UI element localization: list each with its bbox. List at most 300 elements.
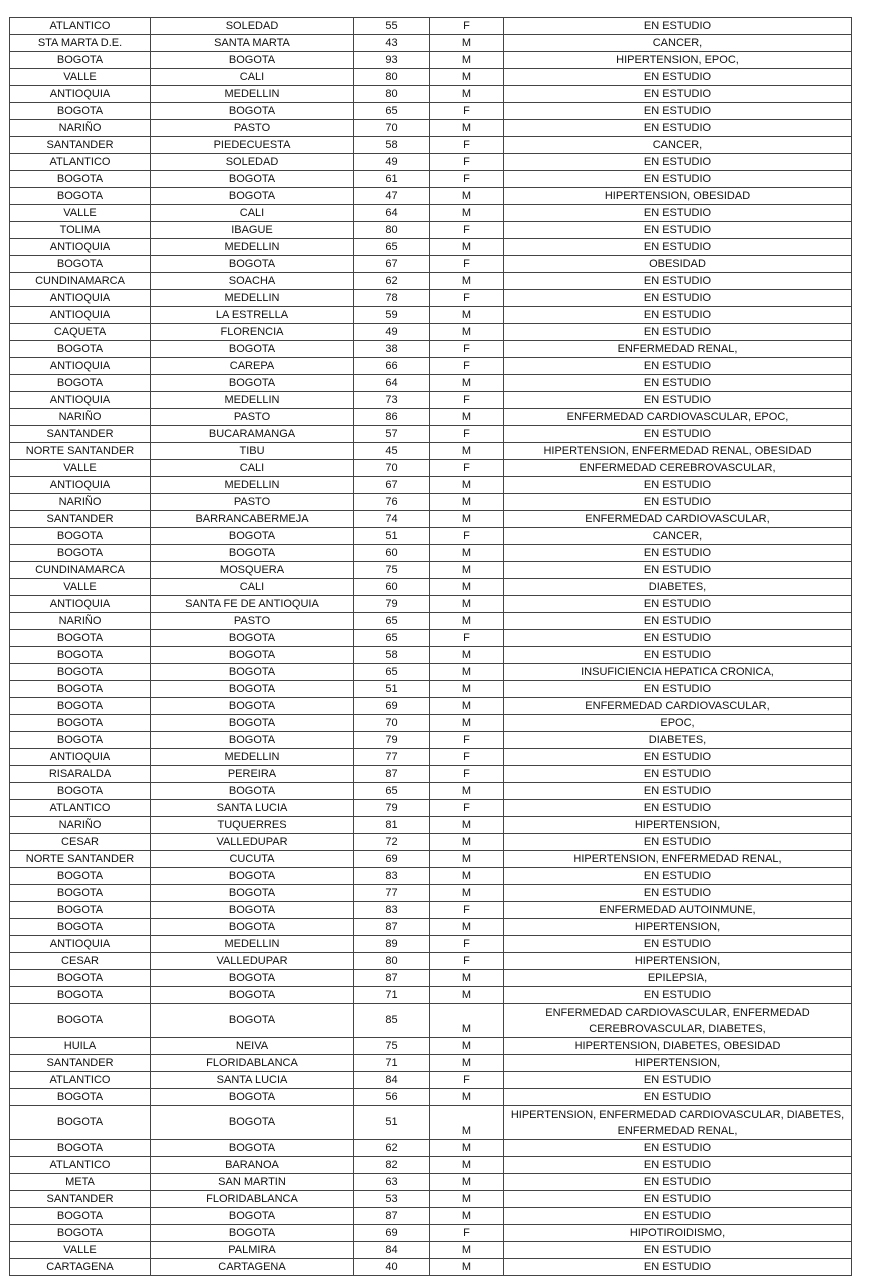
age-cell: 71 xyxy=(354,987,430,1004)
table-row xyxy=(10,205,852,222)
table-row xyxy=(10,987,852,1004)
condition-cell: ENFERMEDAD AUTOINMUNE, xyxy=(504,902,852,919)
sex-cell: F xyxy=(430,800,504,817)
age-cell: 63 xyxy=(354,1174,430,1191)
age-cell: 38 xyxy=(354,341,430,358)
condition-cell: EN ESTUDIO xyxy=(504,103,852,120)
department-cell: ANTIOQUIA xyxy=(10,596,151,613)
sex-cell: F xyxy=(430,222,504,239)
sex-cell: F xyxy=(430,749,504,766)
age-cell: 64 xyxy=(354,375,430,392)
condition-cell: EN ESTUDIO xyxy=(504,426,852,443)
table-row xyxy=(10,358,852,375)
age-cell: 67 xyxy=(354,256,430,273)
condition-cell: HIPERTENSION, xyxy=(504,953,852,970)
sex-cell: M xyxy=(430,1259,504,1276)
table-row xyxy=(10,307,852,324)
age-cell: 67 xyxy=(354,477,430,494)
department-cell: ANTIOQUIA xyxy=(10,749,151,766)
department-cell: BOGOTA xyxy=(10,1106,151,1140)
age-cell: 40 xyxy=(354,1259,430,1276)
city-cell: IBAGUE xyxy=(151,222,354,239)
department-cell: BOGOTA xyxy=(10,783,151,800)
department-cell: BOGOTA xyxy=(10,103,151,120)
condition-cell: HIPERTENSION, ENFERMEDAD RENAL, xyxy=(504,851,852,868)
table-row xyxy=(10,120,852,137)
condition-cell: EN ESTUDIO xyxy=(504,936,852,953)
cases-table xyxy=(9,17,852,1276)
table-row xyxy=(10,715,852,732)
department-cell: ANTIOQUIA xyxy=(10,936,151,953)
age-cell: 51 xyxy=(354,681,430,698)
department-cell: BOGOTA xyxy=(10,1004,151,1038)
city-cell: BOGOTA xyxy=(151,664,354,681)
condition-cell: EN ESTUDIO xyxy=(504,1259,852,1276)
condition-cell: EN ESTUDIO xyxy=(504,120,852,137)
table-row xyxy=(10,545,852,562)
city-cell: NEIVA xyxy=(151,1038,354,1055)
age-cell: 65 xyxy=(354,783,430,800)
condition-cell: EN ESTUDIO xyxy=(504,1140,852,1157)
city-cell: SOACHA xyxy=(151,273,354,290)
sex-cell: F xyxy=(430,103,504,120)
department-cell: BOGOTA xyxy=(10,868,151,885)
sex-cell: M xyxy=(430,1089,504,1106)
department-cell: CARTAGENA xyxy=(10,1259,151,1276)
condition-cell: CANCER, xyxy=(504,528,852,545)
city-cell: PASTO xyxy=(151,120,354,137)
condition-cell: CANCER, xyxy=(504,137,852,154)
table-row xyxy=(10,409,852,426)
sex-cell: F xyxy=(430,290,504,307)
sex-cell: M xyxy=(430,477,504,494)
condition-cell: EN ESTUDIO xyxy=(504,783,852,800)
department-cell: VALLE xyxy=(10,460,151,477)
city-cell: MEDELLIN xyxy=(151,290,354,307)
condition-cell: EN ESTUDIO xyxy=(504,749,852,766)
department-cell: CAQUETA xyxy=(10,324,151,341)
condition-cell: EN ESTUDIO xyxy=(504,154,852,171)
table-row xyxy=(10,579,852,596)
table-row xyxy=(10,1072,852,1089)
city-cell: SANTA LUCIA xyxy=(151,1072,354,1089)
department-cell: ATLANTICO xyxy=(10,18,151,35)
table-row xyxy=(10,732,852,749)
age-cell: 64 xyxy=(354,205,430,222)
table-row xyxy=(10,239,852,256)
table-row xyxy=(10,783,852,800)
condition-cell: EN ESTUDIO xyxy=(504,1089,852,1106)
department-cell: BOGOTA xyxy=(10,902,151,919)
condition-cell: EN ESTUDIO xyxy=(504,1072,852,1089)
condition-cell: INSUFICIENCIA HEPATICA CRONICA, xyxy=(504,664,852,681)
sex-cell: M xyxy=(430,120,504,137)
city-cell: TIBU xyxy=(151,443,354,460)
department-cell: ANTIOQUIA xyxy=(10,86,151,103)
sex-cell: M xyxy=(430,52,504,69)
city-cell: CALI xyxy=(151,579,354,596)
condition-cell: HIPERTENSION, ENFERMEDAD RENAL, OBESIDAD xyxy=(504,443,852,460)
table-row xyxy=(10,290,852,307)
age-cell: 79 xyxy=(354,596,430,613)
condition-cell: ENFERMEDAD RENAL, xyxy=(504,341,852,358)
age-cell: 65 xyxy=(354,103,430,120)
city-cell: BOGOTA xyxy=(151,885,354,902)
sex-cell: M xyxy=(430,86,504,103)
sex-cell: F xyxy=(430,1225,504,1242)
city-cell: BOGOTA xyxy=(151,783,354,800)
city-cell: BOGOTA xyxy=(151,341,354,358)
age-cell: 61 xyxy=(354,171,430,188)
condition-cell: EN ESTUDIO xyxy=(504,477,852,494)
sex-cell: F xyxy=(430,341,504,358)
department-cell: SANTANDER xyxy=(10,1055,151,1072)
department-cell: CUNDINAMARCA xyxy=(10,273,151,290)
department-cell: BOGOTA xyxy=(10,375,151,392)
age-cell: 66 xyxy=(354,358,430,375)
table-row xyxy=(10,1089,852,1106)
sex-cell: M xyxy=(430,596,504,613)
department-cell: VALLE xyxy=(10,205,151,222)
age-cell: 58 xyxy=(354,647,430,664)
table-row xyxy=(10,392,852,409)
table-row xyxy=(10,35,852,52)
table-row xyxy=(10,52,852,69)
department-cell: NARIÑO xyxy=(10,494,151,511)
condition-cell: ENFERMEDAD CARDIOVASCULAR, ENFERMEDAD CEREBROVASCULAR, DIABETES, xyxy=(504,1004,852,1038)
table-row xyxy=(10,1004,852,1038)
condition-cell: HIPERTENSION, EPOC, xyxy=(504,52,852,69)
city-cell: MOSQUERA xyxy=(151,562,354,579)
department-cell: VALLE xyxy=(10,69,151,86)
age-cell: 65 xyxy=(354,613,430,630)
age-cell: 87 xyxy=(354,1208,430,1225)
age-cell: 65 xyxy=(354,664,430,681)
city-cell: BOGOTA xyxy=(151,970,354,987)
city-cell: BOGOTA xyxy=(151,52,354,69)
city-cell: FLORIDABLANCA xyxy=(151,1191,354,1208)
table-row xyxy=(10,902,852,919)
department-cell: STA MARTA D.E. xyxy=(10,35,151,52)
sex-cell: F xyxy=(430,528,504,545)
sex-cell: M xyxy=(430,239,504,256)
condition-cell: EN ESTUDIO xyxy=(504,1242,852,1259)
age-cell: 87 xyxy=(354,970,430,987)
condition-cell: EN ESTUDIO xyxy=(504,1191,852,1208)
age-cell: 49 xyxy=(354,154,430,171)
condition-cell: HIPERTENSION, xyxy=(504,817,852,834)
department-cell: BOGOTA xyxy=(10,171,151,188)
table-row xyxy=(10,1106,852,1140)
sex-cell: M xyxy=(430,1242,504,1259)
age-cell: 83 xyxy=(354,868,430,885)
condition-cell: EN ESTUDIO xyxy=(504,222,852,239)
table-row xyxy=(10,18,852,35)
sex-cell: M xyxy=(430,919,504,936)
department-cell: BOGOTA xyxy=(10,630,151,647)
city-cell: MEDELLIN xyxy=(151,936,354,953)
sex-cell: M xyxy=(430,868,504,885)
city-cell: FLORIDABLANCA xyxy=(151,1055,354,1072)
sex-cell: M xyxy=(430,715,504,732)
city-cell: PEREIRA xyxy=(151,766,354,783)
condition-cell: EN ESTUDIO xyxy=(504,868,852,885)
condition-cell: EN ESTUDIO xyxy=(504,545,852,562)
age-cell: 70 xyxy=(354,460,430,477)
table-row xyxy=(10,681,852,698)
city-cell: SOLEDAD xyxy=(151,154,354,171)
department-cell: SANTANDER xyxy=(10,137,151,154)
department-cell: BOGOTA xyxy=(10,715,151,732)
age-cell: 51 xyxy=(354,1106,430,1140)
department-cell: BOGOTA xyxy=(10,681,151,698)
city-cell: PASTO xyxy=(151,409,354,426)
city-cell: SAN MARTIN xyxy=(151,1174,354,1191)
city-cell: BOGOTA xyxy=(151,1004,354,1038)
table-row xyxy=(10,800,852,817)
sex-cell: M xyxy=(430,545,504,562)
city-cell: BARRANCABERMEJA xyxy=(151,511,354,528)
table-row xyxy=(10,137,852,154)
age-cell: 62 xyxy=(354,273,430,290)
condition-cell: EN ESTUDIO xyxy=(504,647,852,664)
sex-cell: F xyxy=(430,1072,504,1089)
department-cell: BOGOTA xyxy=(10,1225,151,1242)
age-cell: 51 xyxy=(354,528,430,545)
age-cell: 80 xyxy=(354,953,430,970)
table-row xyxy=(10,885,852,902)
table-row xyxy=(10,630,852,647)
city-cell: MEDELLIN xyxy=(151,392,354,409)
department-cell: ANTIOQUIA xyxy=(10,392,151,409)
city-cell: BOGOTA xyxy=(151,375,354,392)
sex-cell: M xyxy=(430,1157,504,1174)
age-cell: 79 xyxy=(354,800,430,817)
sex-cell: F xyxy=(430,137,504,154)
sex-cell: F xyxy=(430,732,504,749)
department-cell: ANTIOQUIA xyxy=(10,239,151,256)
table-row xyxy=(10,188,852,205)
department-cell: BOGOTA xyxy=(10,732,151,749)
city-cell: BOGOTA xyxy=(151,698,354,715)
age-cell: 84 xyxy=(354,1072,430,1089)
department-cell: VALLE xyxy=(10,1242,151,1259)
city-cell: BOGOTA xyxy=(151,681,354,698)
city-cell: CALI xyxy=(151,460,354,477)
condition-cell: EN ESTUDIO xyxy=(504,562,852,579)
sex-cell: M xyxy=(430,1208,504,1225)
table-row xyxy=(10,86,852,103)
table-row xyxy=(10,664,852,681)
condition-cell: EN ESTUDIO xyxy=(504,392,852,409)
age-cell: 65 xyxy=(354,630,430,647)
age-cell: 77 xyxy=(354,749,430,766)
age-cell: 59 xyxy=(354,307,430,324)
department-cell: SANTANDER xyxy=(10,511,151,528)
condition-cell: EN ESTUDIO xyxy=(504,273,852,290)
city-cell: BOGOTA xyxy=(151,171,354,188)
department-cell: BOGOTA xyxy=(10,664,151,681)
sex-cell: M xyxy=(430,664,504,681)
table-row xyxy=(10,171,852,188)
department-cell: ANTIOQUIA xyxy=(10,358,151,375)
sex-cell: M xyxy=(430,970,504,987)
age-cell: 72 xyxy=(354,834,430,851)
sex-cell: M xyxy=(430,647,504,664)
cases-table-body xyxy=(10,18,852,1276)
sex-cell: M xyxy=(430,494,504,511)
condition-cell: EN ESTUDIO xyxy=(504,358,852,375)
department-cell: NORTE SANTANDER xyxy=(10,851,151,868)
city-cell: CALI xyxy=(151,69,354,86)
table-row xyxy=(10,1259,852,1276)
condition-cell: DIABETES, xyxy=(504,732,852,749)
table-row xyxy=(10,970,852,987)
city-cell: BOGOTA xyxy=(151,868,354,885)
table-row xyxy=(10,222,852,239)
sex-cell: M xyxy=(430,1038,504,1055)
sex-cell: F xyxy=(430,392,504,409)
age-cell: 53 xyxy=(354,1191,430,1208)
sex-cell: M xyxy=(430,681,504,698)
age-cell: 76 xyxy=(354,494,430,511)
condition-cell: EN ESTUDIO xyxy=(504,307,852,324)
age-cell: 87 xyxy=(354,766,430,783)
condition-cell: ENFERMEDAD CARDIOVASCULAR, xyxy=(504,511,852,528)
table-row xyxy=(10,562,852,579)
sex-cell: M xyxy=(430,698,504,715)
table-row xyxy=(10,749,852,766)
city-cell: BOGOTA xyxy=(151,902,354,919)
sex-cell: M xyxy=(430,1140,504,1157)
department-cell: CESAR xyxy=(10,953,151,970)
condition-cell: EN ESTUDIO xyxy=(504,375,852,392)
department-cell: META xyxy=(10,1174,151,1191)
table-row xyxy=(10,103,852,120)
table-row xyxy=(10,494,852,511)
condition-cell: ENFERMEDAD CARDIOVASCULAR, xyxy=(504,698,852,715)
age-cell: 80 xyxy=(354,69,430,86)
city-cell: BARANOA xyxy=(151,1157,354,1174)
department-cell: HUILA xyxy=(10,1038,151,1055)
department-cell: TOLIMA xyxy=(10,222,151,239)
city-cell: CARTAGENA xyxy=(151,1259,354,1276)
age-cell: 60 xyxy=(354,545,430,562)
condition-cell: HIPERTENSION, xyxy=(504,1055,852,1072)
table-row xyxy=(10,1038,852,1055)
city-cell: PASTO xyxy=(151,613,354,630)
age-cell: 78 xyxy=(354,290,430,307)
department-cell: ATLANTICO xyxy=(10,1072,151,1089)
department-cell: BOGOTA xyxy=(10,885,151,902)
condition-cell: EN ESTUDIO xyxy=(504,987,852,1004)
city-cell: LA ESTRELLA xyxy=(151,307,354,324)
department-cell: BOGOTA xyxy=(10,341,151,358)
table-row xyxy=(10,851,852,868)
department-cell: ATLANTICO xyxy=(10,800,151,817)
condition-cell: EN ESTUDIO xyxy=(504,766,852,783)
table-row xyxy=(10,1242,852,1259)
table-row xyxy=(10,256,852,273)
condition-cell: EN ESTUDIO xyxy=(504,494,852,511)
city-cell: VALLEDUPAR xyxy=(151,953,354,970)
condition-cell: EN ESTUDIO xyxy=(504,630,852,647)
age-cell: 86 xyxy=(354,409,430,426)
sex-cell: M xyxy=(430,1191,504,1208)
condition-cell: ENFERMEDAD CARDIOVASCULAR, EPOC, xyxy=(504,409,852,426)
sex-cell: M xyxy=(430,324,504,341)
city-cell: BOGOTA xyxy=(151,256,354,273)
age-cell: 60 xyxy=(354,579,430,596)
city-cell: BOGOTA xyxy=(151,732,354,749)
table-row xyxy=(10,324,852,341)
age-cell: 80 xyxy=(354,86,430,103)
table-row xyxy=(10,766,852,783)
department-cell: NORTE SANTANDER xyxy=(10,443,151,460)
age-cell: 43 xyxy=(354,35,430,52)
department-cell: NARIÑO xyxy=(10,409,151,426)
table-row xyxy=(10,443,852,460)
city-cell: PALMIRA xyxy=(151,1242,354,1259)
table-row xyxy=(10,647,852,664)
sex-cell: M xyxy=(430,375,504,392)
sex-cell: F xyxy=(430,154,504,171)
age-cell: 79 xyxy=(354,732,430,749)
age-cell: 58 xyxy=(354,137,430,154)
city-cell: BOGOTA xyxy=(151,528,354,545)
sex-cell: M xyxy=(430,1106,504,1140)
table-row xyxy=(10,460,852,477)
sex-cell: M xyxy=(430,783,504,800)
age-cell: 89 xyxy=(354,936,430,953)
city-cell: SANTA FE DE ANTIOQUIA xyxy=(151,596,354,613)
condition-cell: EN ESTUDIO xyxy=(504,834,852,851)
department-cell: BOGOTA xyxy=(10,256,151,273)
city-cell: BUCARAMANGA xyxy=(151,426,354,443)
department-cell: BOGOTA xyxy=(10,919,151,936)
table-row xyxy=(10,936,852,953)
sex-cell: F xyxy=(430,460,504,477)
table-row xyxy=(10,596,852,613)
table-row xyxy=(10,834,852,851)
department-cell: BOGOTA xyxy=(10,987,151,1004)
sex-cell: M xyxy=(430,1055,504,1072)
department-cell: BOGOTA xyxy=(10,698,151,715)
condition-cell: EN ESTUDIO xyxy=(504,69,852,86)
condition-cell: CANCER, xyxy=(504,35,852,52)
department-cell: ANTIOQUIA xyxy=(10,290,151,307)
city-cell: BOGOTA xyxy=(151,1106,354,1140)
sex-cell: M xyxy=(430,613,504,630)
table-row xyxy=(10,154,852,171)
city-cell: TUQUERRES xyxy=(151,817,354,834)
table-row xyxy=(10,69,852,86)
department-cell: RISARALDA xyxy=(10,766,151,783)
table-row xyxy=(10,273,852,290)
condition-cell: EN ESTUDIO xyxy=(504,239,852,256)
sex-cell: M xyxy=(430,885,504,902)
city-cell: CAREPA xyxy=(151,358,354,375)
city-cell: BOGOTA xyxy=(151,1089,354,1106)
department-cell: BOGOTA xyxy=(10,1089,151,1106)
condition-cell: HIPERTENSION, DIABETES, OBESIDAD xyxy=(504,1038,852,1055)
age-cell: 93 xyxy=(354,52,430,69)
sex-cell: M xyxy=(430,205,504,222)
condition-cell: EPOC, xyxy=(504,715,852,732)
age-cell: 62 xyxy=(354,1140,430,1157)
department-cell: BOGOTA xyxy=(10,1140,151,1157)
sex-cell: M xyxy=(430,69,504,86)
